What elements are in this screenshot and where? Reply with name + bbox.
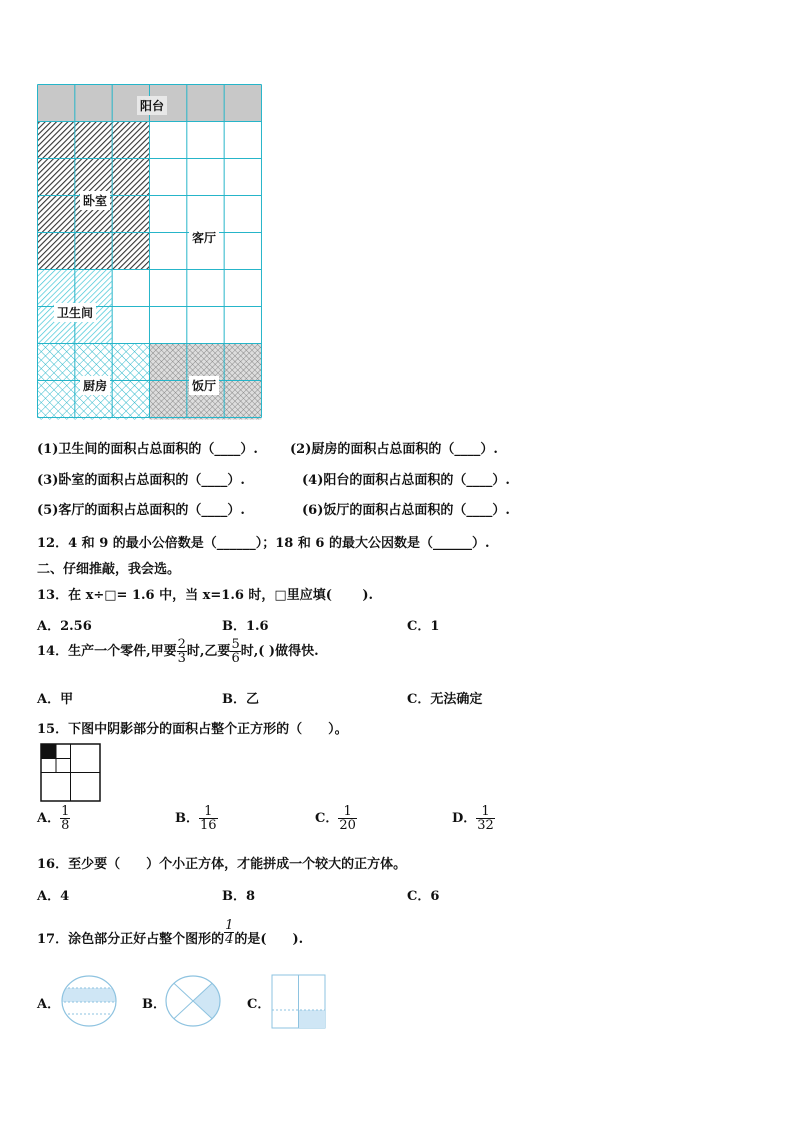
q11-item-1: (1)卫生间的面积占总面积的（____）. [37,442,258,457]
q15-option-d-num: 1 [481,804,490,819]
q11-item-6: (6)饭厅的面积占总面积的（____）. [302,503,510,518]
q14-suffix: 时,( )做得快. [240,644,319,659]
q14-fraction-1 [177,638,187,665]
q17-prefix: 17．涂色部分正好占整个图形的 [37,932,225,947]
q15-option-b [175,805,218,832]
label-balcony: 阳台 [137,96,167,115]
q14-fraction-1-den: 3 [177,651,186,666]
q16-option-c: C．6 [407,889,440,904]
label-kitchen: 厨房 [80,376,110,395]
q15-option-c [315,805,357,832]
q11-item-4: (4)阳台的面积占总面积的（____）. [302,473,510,488]
q14-middle: 时,乙要 [186,644,231,659]
q15-option-b-den: 16 [200,818,217,833]
q11-item-2: (2)厨房的面积占总面积的（____）. [290,442,498,457]
q14-option-c: C．无法确定 [407,692,483,707]
q13-stem: 13．在 x÷□= 1.6 中，当 x=1.6 时，□里应填( ). [37,588,374,603]
q17-fraction-den: 4 [225,932,234,947]
q15-option-a-num: 1 [61,804,70,819]
q15-option-a-den: 8 [61,818,70,833]
q13-option-c: C．1 [407,619,440,634]
q14-option-b: B．乙 [222,692,259,707]
q15-option-a-fraction [60,805,70,832]
label-dining-room: 饭厅 [189,376,219,395]
floorplan-grid [37,84,263,421]
q15-option-d [452,805,495,832]
q14-option-a: A．甲 [37,692,74,707]
q15-option-c-den: 20 [339,818,356,833]
q15-option-b-letter: B． [175,811,199,826]
q14-stem [37,638,319,665]
q15-option-c-letter: C． [315,811,339,826]
q17-fraction [224,919,234,946]
section-heading: 二、仔细推敲，我会选。 [37,562,181,577]
q15-option-a-letter: A． [37,811,61,826]
q12-stem: 12．4 和 9 的最小公倍数是（______）；18 和 6 的最大公因数是（______）. [37,536,490,551]
q15-option-d-fraction [476,805,495,832]
q15-option-b-num: 1 [204,804,213,819]
q17-option-a-circle [60,974,118,1028]
q17-stem [37,919,303,947]
q17-option-c-label: C． [247,997,271,1012]
q17-fraction-num: 1 [225,918,234,933]
q13-option-a: A．2.56 [37,619,92,634]
q17-option-a-label: A． [37,997,61,1012]
q14-fraction-2 [230,638,240,665]
q14-prefix: 14．生产一个零件,甲要 [37,644,177,659]
q15-square-figure [40,743,102,803]
q11-item-3: (3)卧室的面积占总面积的（____）. [37,473,245,488]
q13-option-b: B．1.6 [222,619,269,634]
q15-option-c-fraction [338,805,357,832]
q15-option-a [37,805,70,832]
label-bathroom: 卫生间 [54,303,96,322]
q14-fraction-2-num: 5 [231,637,240,652]
label-living-room: 客厅 [189,228,219,247]
q16-option-a: A．4 [37,889,70,904]
q15-option-d-letter: D． [452,811,477,826]
q14-fraction-1-num: 2 [177,637,186,652]
q17-option-b-label: B． [142,997,166,1012]
q15-option-c-num: 1 [343,804,352,819]
q17-suffix: 的是( ). [234,932,304,947]
q16-stem: 16．至少要（ ）个小正方体，才能拼成一个较大的正方体。 [37,857,407,872]
q15-option-b-fraction [199,805,218,832]
q14-fraction-2-den: 6 [231,651,240,666]
label-bedroom: 卧室 [80,191,110,210]
q17-option-b-circle [164,974,222,1028]
q11-item-5: (5)客厅的面积占总面积的（____）. [37,503,245,518]
q17-option-c-square [271,974,327,1030]
q15-option-d-den: 32 [477,818,494,833]
q15-stem: 15．下图中阴影部分的面积占整个正方形的（ ）。 [37,722,348,737]
q16-option-b: B．8 [222,889,256,904]
